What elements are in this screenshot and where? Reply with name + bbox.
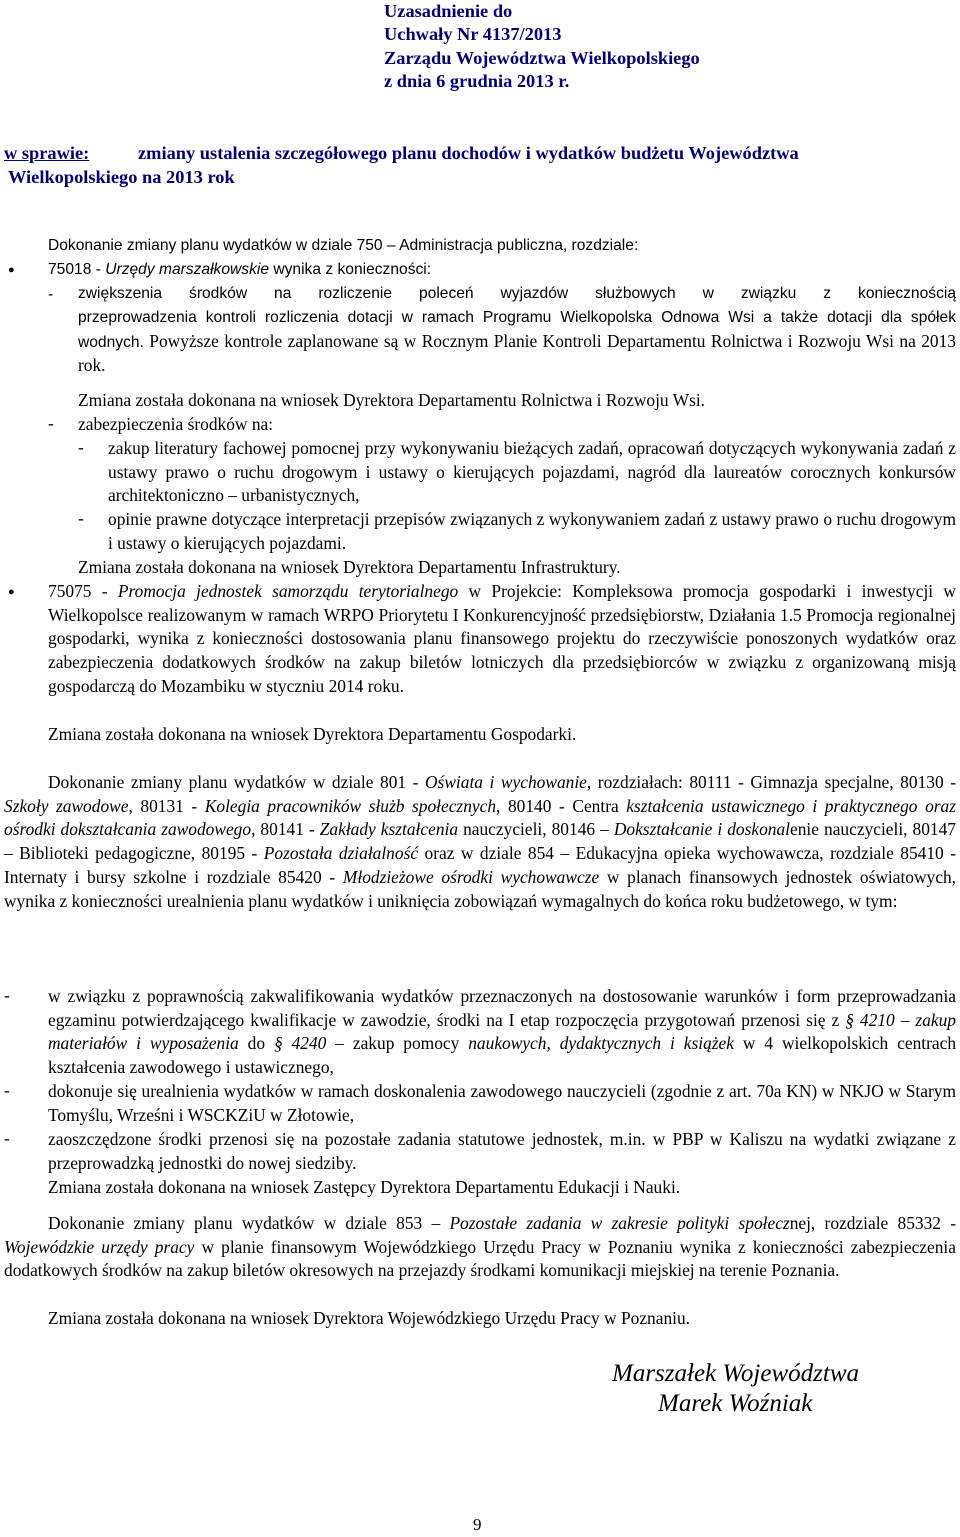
text-run: Dokonanie zmiany planu wydatków w dziale 801 - (48, 772, 425, 792)
text-run: Pozostałe zadania w zakresie polityki społecz (449, 1213, 790, 1233)
text-run: do (238, 1033, 274, 1054)
text-run: nej, rozdziale 85332 - (789, 1213, 957, 1233)
text-run: Pozostała działalność (263, 843, 419, 864)
item-75018-reason-1: zwiększenia środków na rozliczenie poleceń wyjazdów służbowych w związku z koniecznością (78, 285, 956, 302)
bullet-icon: ● (8, 586, 15, 598)
item-name: Urzędy marszałkowskie (105, 261, 270, 278)
subject-label: w sprawie: (4, 143, 90, 163)
item-name: Promocja jednostek samorządu terytorialnego (117, 581, 459, 601)
text-run: w planach finansowych jednostek oświatowych, wynika z konieczności urealnienia planu wydatków i uniknięcia zobowiązań wymagalnych do końca roku budżetowego, w tym: (4, 866, 956, 911)
subject-text-continued: Wielkopolskiego na 2013 rok (8, 166, 235, 187)
item-code: 75018 - (48, 261, 106, 278)
text-run: w planie finansowym Wojewódzkiego Urzędu Pracy w Poznaniu wynika z konieczności zabezpieczenia dodatkowych środków na zakup biletów okresowych na przejazdy środkami komunikacji miejskiej na terenie Poznania. (4, 1236, 956, 1281)
signature-name: Marek Woźniak (658, 1390, 813, 1417)
text-run: Dokonanie zmiany planu wydatków w dziale 853 – (48, 1213, 450, 1233)
text-run: w 4 wielkopolskich centrach kształcenia zawodowego i ustawicznego, (48, 1033, 957, 1078)
item-code: 75075 - (48, 581, 118, 601)
header-line-2: Uchwały Nr 4137/2013 (384, 24, 562, 45)
text-run: Zakłady kształcenia (319, 819, 459, 840)
subject-text: zmiany ustalenia szczegółowego planu dochodów i wydatków budżetu Województwa (138, 143, 799, 163)
text-run: kształcenia ustawicznego i praktycznego oraz ośrodki dokształcania zawodowego (4, 795, 956, 840)
section-750-intro: Dokonanie zmiany planu wydatków w dziale 750 – Administracja publiczna, rozdziale: (48, 237, 639, 254)
text-run: w związku z poprawnością zakwalifikowania wydatków przeznaczonych na dostosowanie warunków i form przeprowadzania egzaminu potwierdzającego kwalifikacje w zawodzie, środki na I etap rozpoczęcia przygotowań przenosi się z (48, 986, 956, 1030)
signature-block (612, 1359, 859, 1419)
item-75018-reason-2a: zakup literatury fachowej pomocnej przy wykonywaniu bieżących zadań, opracowań dotyczących wykonywania zadań z ustawy prawo o ruchu drogowym i ustawy o kierujących pojazdami, nagród dla laureatów corocznych konkursów architektoniczno – urbanistycznych, (108, 438, 956, 506)
text-run: Oświata i wychowanie (425, 772, 587, 792)
section-801-note: Zmiana została dokonana na wniosek Zastępcy Dyrektora Departamentu Edukacji i Nauki. (48, 1177, 681, 1197)
text-run: Kolegia pracowników służb społecznych (204, 795, 497, 816)
dash-marker: - (4, 1080, 10, 1100)
text-run: oraz w dziale 854 – Edukacyjna opieka wychowawcza, rozdziale 85410 - Internaty i bursy szkolne i rozdziale 85420 - (4, 843, 956, 887)
text-run: zakup pomocy (352, 1033, 469, 1054)
page-number: 9 (473, 1515, 482, 1534)
text-run: Szkoły zawodowe (4, 795, 129, 816)
text-run: Wojewódzkie urzędy pracy (4, 1236, 195, 1257)
dash-marker: - (4, 1128, 10, 1148)
item-75018-reason-2-note: Zmiana została dokonana na wniosek Dyrektora Departamentu Infrastruktury. (78, 557, 621, 577)
text-run: naukowych, dydaktycznych i książek (468, 1033, 734, 1054)
dash-marker: - (78, 508, 84, 528)
text-run: enie nauczycieli, 80147 – Biblioteki pedagogiczne, 80195 - (4, 819, 957, 864)
text-run: § 4240 – (273, 1033, 353, 1054)
item-75018-reason-2: zabezpieczenia środków na: (78, 414, 274, 434)
item-75018-reason-1-note: Zmiana została dokonana na wniosek Dyrektora Departamentu Rolnictwa i Rozwoju Wsi. (78, 390, 706, 410)
item-text: wynika z konieczności: (269, 261, 432, 278)
section-801-paragraph (4, 771, 956, 913)
section-801-item-3: zaoszczędzone środki przenosi się na pozostałe zadania statutowe jednostek, m.in. w PBP w Kaliszu na wydatki związane z przeprowadzką jednostki do nowej siedziby. (48, 1129, 956, 1173)
item-75075-note: Zmiana została dokonana na wniosek Dyrektora Departamentu Gospodarki. (48, 724, 577, 744)
section-750-item-75075 (48, 580, 956, 699)
header-line-4: z dnia 6 grudnia 2013 r. (384, 71, 570, 92)
text-run: , 80140 - Centra (496, 795, 627, 816)
section-853-paragraph (4, 1212, 956, 1283)
text-run: , 80141 - (251, 819, 320, 840)
document-header (384, 0, 700, 94)
section-801-item-2: dokonuje się urealnienia wydatków w ramach doskonalenia zawodowego nauczycieli (zgodnie z art. 70a KN) w NKJO w Starym Tomyślu, Wrześni i WSCKZiU w Złotowie, (48, 1081, 956, 1125)
header-line-3: Zarządu Województwa Wielkopolskiego (384, 47, 700, 68)
text-run: § 4210 – zakup materiałów i wyposażenia (48, 1009, 956, 1054)
section-853-note: Zmiana została dokonana na wniosek Dyrektora Wojewódzkiego Urzędu Pracy w Poznaniu. (48, 1308, 691, 1328)
dash-marker: - (48, 286, 54, 303)
item-75018-reason-1-cont (78, 306, 956, 379)
reason-text-2: Powyższe kontrole zaplanowane są w Rocznym Planie Kontroli Departamentu Rolnictwa i Rozwoju Wsi na 2013 rok. (78, 330, 956, 376)
dash-marker: - (78, 437, 84, 457)
section-750-item-75018 (48, 258, 948, 282)
text-run: nauczycieli, 80146 – (458, 819, 614, 840)
item-75018-reason-2b: opinie prawne dotyczące interpretacji przepisów związanych z wykonywaniem zadań z ustawy prawo o ruchu drogowym i ustawy o kierujących pojazdami. (108, 509, 956, 553)
text-run: Dokształcanie i doskonal (613, 819, 791, 840)
header-line-1: Uzasadnienie do (384, 1, 513, 21)
section-801-item-1 (48, 985, 956, 1080)
item-text: w Projekcie: Kompleksowa promocja gospodarki i inwestycji w Wielkopolsce realizowanym w ramach WRPO Priorytetu I Konkurencyjność przedsiębiorstw, Działania 1.5 Promocja regionalnej gospodarki, wynika z konieczności dostosowania planu finansowego projektu do rzeczywiście ponoszonych wydatków oraz zabezpieczenia dodatkowych środków na zakup biletów lotniczych dla przedsiębiorców w związku z organizowaną misją gospodarczą do Mozambiku w styczniu 2014 roku. (48, 581, 956, 696)
signature-title: Marszałek Województwa (612, 1360, 859, 1387)
text-run: , rozdziałach: 80111 - Gimnazja specjalne, 80130 - (586, 772, 957, 792)
bullet-icon: ● (8, 264, 15, 276)
dash-marker: - (4, 985, 10, 1005)
text-run: , 80131 - (128, 795, 205, 816)
text-run: Młodzieżowe ośrodki wychowawcze (342, 866, 600, 887)
reason-text: przeprowadzenia kontroli rozliczenia dotacji w ramach Programu Wielkopolska Odnowa Wsi a także dotacji dla spółek wodnych. (78, 309, 956, 351)
dash-marker: - (48, 413, 54, 433)
